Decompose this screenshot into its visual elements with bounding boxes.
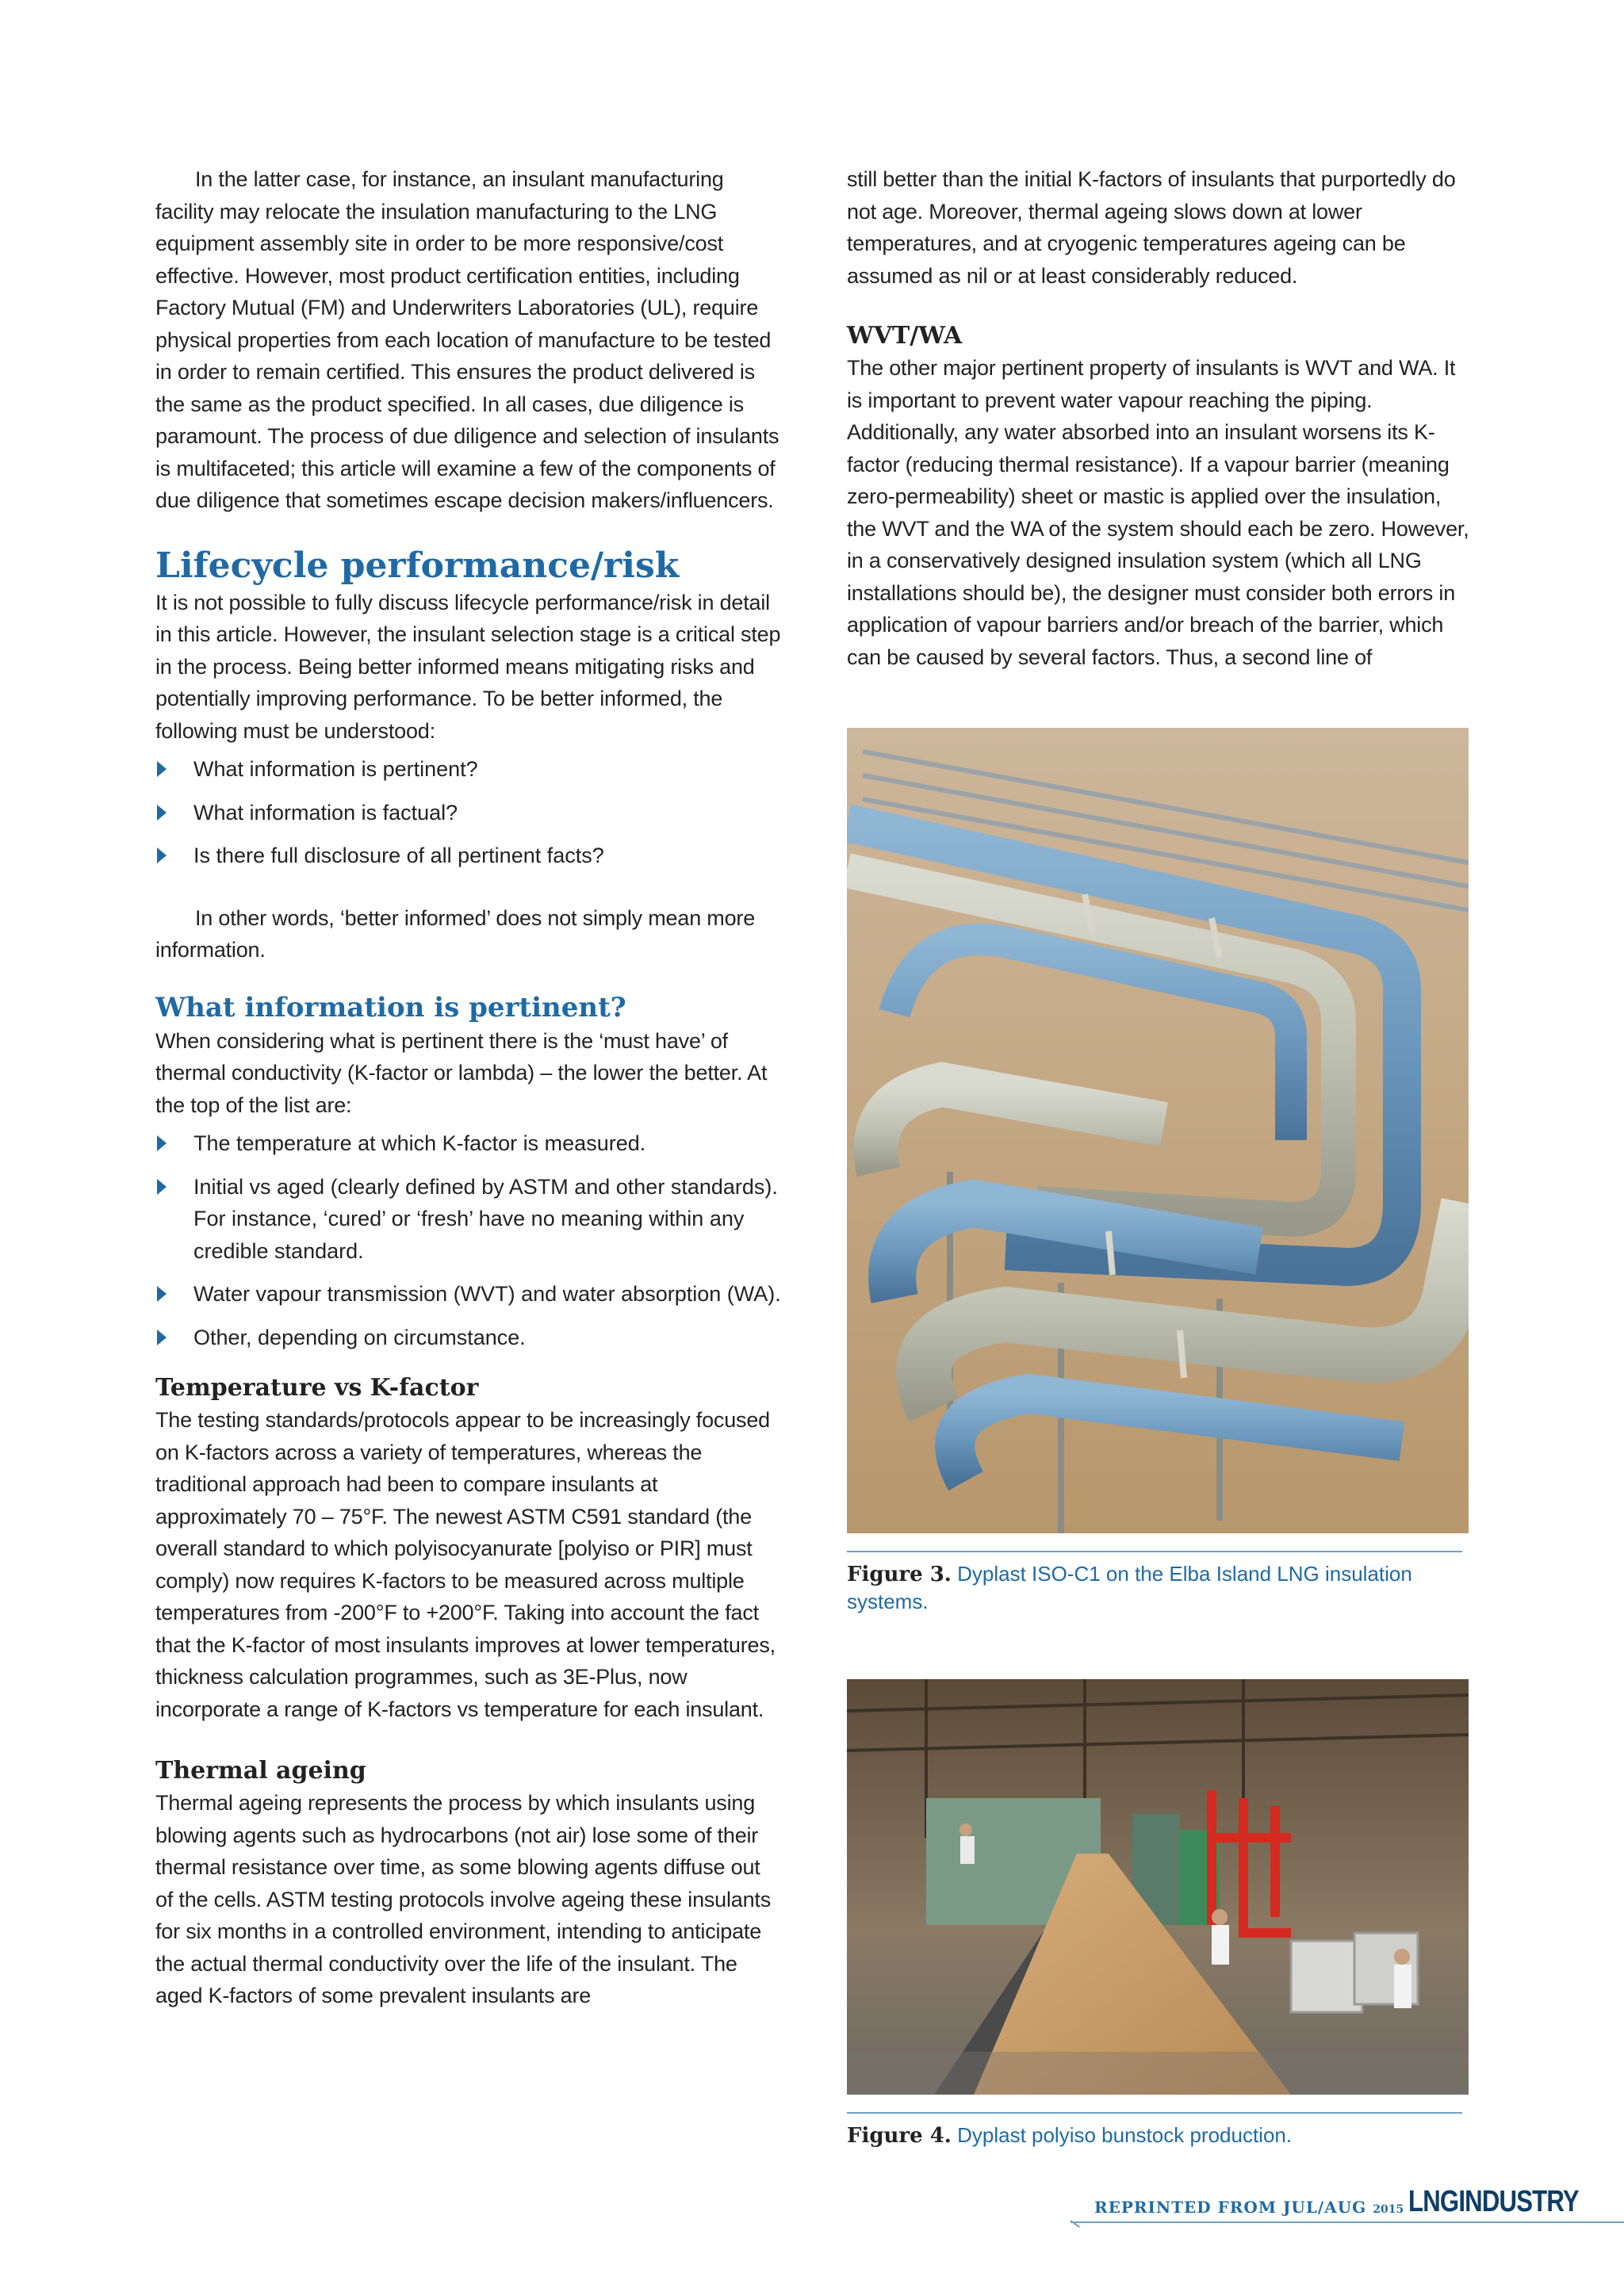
body-paragraph: The other major pertinent property of insulants is WVT and WA. It is important to prevent water vapour reaching the piping. Additionally, any water absorbed into an insulant worsens its K-factor (reducing thermal resistance). If a vapour barrier (meaning zero-permeability) sheet or mastic is applied over the insulation, the WVT and the WA of the system should each be zero. However, in a conservatively designed insulation system (which all LNG installations should be), the designer must consider both errors in application of vapour barriers and/or breach of the barrier, which can be caused by several factors. Thus, a second line of bbox=[847, 356, 1469, 669]
bullet-icon bbox=[157, 805, 167, 821]
heading-pertinent: What information is pertinent? bbox=[155, 991, 626, 1024]
body-paragraph: The testing standards/protocols appear to be increasingly focused on K-factors across a variety of temperatures, whereas the traditional approach had been to compare insulants at approximately 70 – 75°F. The newest ASTM C591 standard (the overall standard to which polyisocyanurate [polyiso or PIR] must comply) now requires K-factors to be measured across multiple temperatures from -200°F to +200°F. Taking into account the fact that the K-factor of most insulants improves at lower temperatures, thickness calculation programmes, such as 3E-Plus, now incorporate a range of K-factors vs temperature for each insulant. bbox=[155, 1408, 776, 1721]
left-column bbox=[155, 163, 782, 2012]
heading-temperature-kfactor: Temperature vs K-factor bbox=[155, 1374, 479, 1402]
caption-rule bbox=[847, 1551, 1462, 1552]
body-paragraph: still better than the initial K-factors of insulants that purportedly do not age. Moreover, thermal ageing slows down at lower temperatures, and at cryogenic temperatures ageing can be assumed as nil or at least considerably reduced. bbox=[847, 167, 1456, 288]
bullet-icon bbox=[157, 1179, 167, 1195]
figure-caption bbox=[847, 1560, 1469, 1615]
footer-rule bbox=[1071, 2221, 1624, 2223]
pipe-insulation-photo bbox=[847, 728, 1469, 1533]
body-paragraph: In the latter case, for instance, an insulant manufacturing facility may relocate the insulation manufacturing to the LNG equipment assembly site in order to be more responsive/cost effective. However, most product certification entities, including Factory Mutual (FM) and Underwriters Laboratories (UL), require physical properties from each location of manufacture to be tested in order to remain certified. This ensures the product delivered is the same as the product specified. In all cases, due diligence is paramount. The process of due diligence and selection of insulants is multifaceted; this article will examine a few of the components of due diligence that sometimes escape decision makers/influencers. bbox=[155, 167, 779, 512]
list-item: Is there full disclosure of all pertinent facts? bbox=[155, 840, 782, 872]
heading-lifecycle: Lifecycle performance/risk bbox=[155, 545, 680, 586]
list-item: What information is pertinent? bbox=[155, 753, 782, 786]
bullet-icon bbox=[157, 761, 167, 777]
right-column bbox=[847, 163, 1473, 673]
caption-rule bbox=[847, 2112, 1462, 2114]
bullet-icon bbox=[157, 1330, 167, 1345]
list-item: The temperature at which K-factor is measured. bbox=[155, 1127, 782, 1160]
reprint-year: 2015 bbox=[1373, 2203, 1404, 2216]
body-paragraph: In other words, ‘better informed’ does not simply mean more information. bbox=[155, 905, 756, 962]
figure-4 bbox=[847, 1679, 1469, 2149]
figure-caption-text: Dyplast polyiso bunstock production. bbox=[957, 2123, 1293, 2147]
bullet-icon bbox=[157, 1135, 167, 1151]
body-paragraph: When considering what is pertinent there is the ‘must have’ of thermal conductivity (K-factor or lambda) – the lower the better. At the top of the list are: bbox=[155, 1028, 768, 1117]
body-paragraph: It is not possible to fully discuss lifecycle performance/risk in detail in this article. However, the insulant selection stage is a critical step in the process. Being better informed means mitigating risks and potentially improving performance. To be better informed, the following must be understood: bbox=[155, 590, 781, 743]
list-item: What information is factual? bbox=[155, 797, 782, 829]
figure-label: Figure 3. bbox=[847, 1563, 952, 1586]
page-footer bbox=[1071, 2185, 1624, 2233]
heading-thermal-ageing: Thermal ageing bbox=[155, 1757, 366, 1785]
bullet-icon bbox=[157, 1286, 167, 1302]
factory-production-photo bbox=[847, 1679, 1469, 2095]
heading-wvt-wa: WVT/WA bbox=[847, 322, 963, 350]
figure-3 bbox=[847, 728, 1469, 1615]
body-paragraph: Thermal ageing represents the process by which insulants using blowing agents such as hydrocarbons (not air) lose some of their thermal resistance over time, as some blowing agents diffuse out of the cells. ASTM testing protocols involve ageing these insulants for six months in a controlled environment, intending to anticipate the actual thermal conductivity over the life of the insulant. The aged K-factors of some prevalent insulants are bbox=[155, 1791, 772, 2007]
list-item: Other, depending on circumstance. bbox=[155, 1322, 782, 1354]
list-item: Water vapour transmission (WVT) and water absorption (WA). bbox=[155, 1278, 782, 1311]
reprint-notice: REPRINTED FROM JUL/AUG 2015 bbox=[1094, 2198, 1404, 2217]
figure-label: Figure 4. bbox=[847, 2124, 952, 2148]
figure-caption bbox=[847, 2122, 1469, 2149]
bullet-list bbox=[155, 753, 782, 872]
magazine-logo: LNGINDUSTRY bbox=[1408, 2185, 1579, 2218]
bullet-icon bbox=[157, 848, 167, 863]
bullet-list bbox=[155, 1127, 782, 1353]
figure-caption-text: Dyplast ISO-C1 on the Elba Island LNG insulation systems. bbox=[847, 1562, 1412, 1613]
list-item: Initial vs aged (clearly defined by ASTM and other standards). For instance, ‘cured’ or ‘fresh’ have no meaning within any credible standard. bbox=[155, 1171, 782, 1268]
